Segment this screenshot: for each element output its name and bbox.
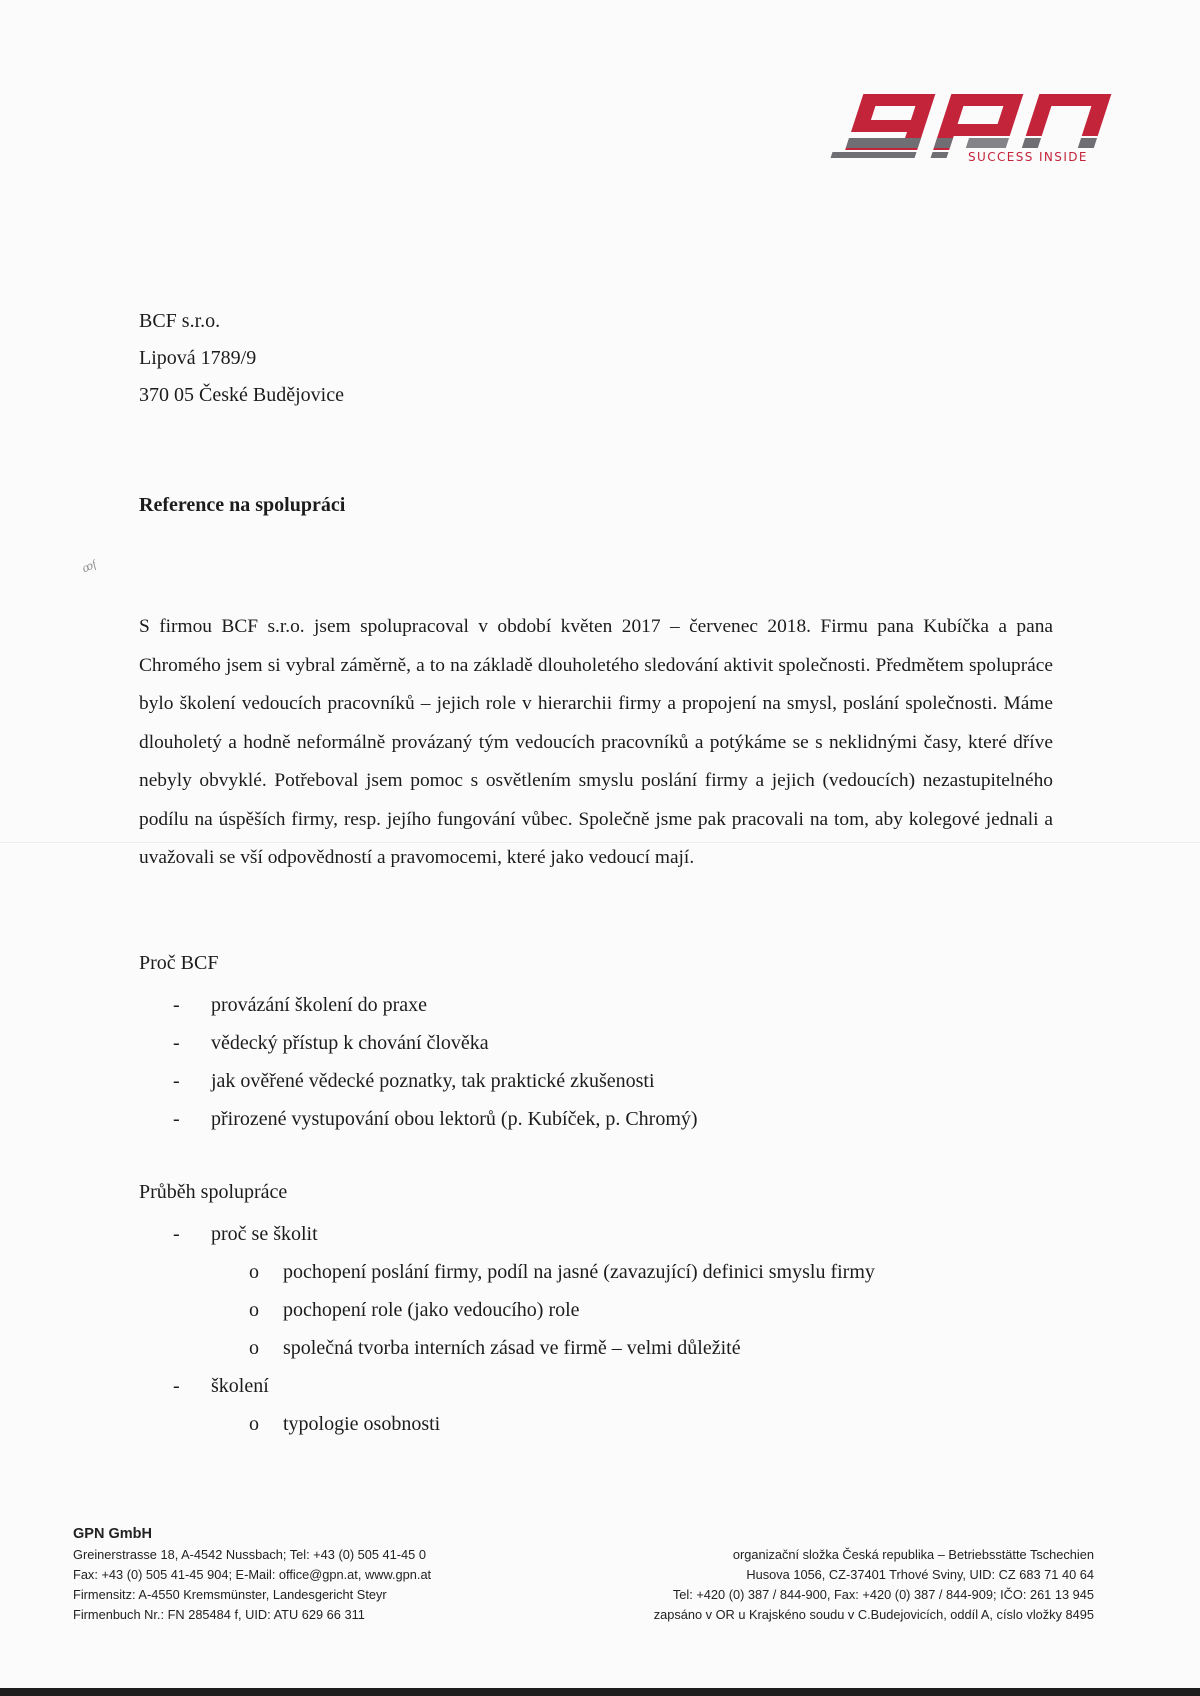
list-item: - jak ověřené vědecké poznatky, tak praktické zkušenosti	[139, 1062, 698, 1100]
why-bcf-title: Proč BCF	[139, 952, 219, 974]
circle-marker: o	[249, 1261, 259, 1283]
dash-marker: -	[173, 994, 180, 1016]
logo-tagline: SUCCESS INSIDE	[968, 150, 1088, 164]
recipient-street: Lipová 1789/9	[139, 347, 257, 369]
why-bcf-list	[139, 986, 698, 1138]
dash-marker: -	[173, 1375, 180, 1397]
list-subitem: o společná tvorba interních zásad ve firmě – velmi důležité	[139, 1329, 875, 1367]
handwritten-mark: ꝏf	[80, 558, 99, 576]
circle-marker: o	[249, 1413, 259, 1435]
progress-list	[139, 1215, 875, 1443]
gpn-logo	[828, 92, 1114, 172]
list-subitem: o pochopení poslání firmy, podíl na jasné (zavazující) definici smyslu firmy	[139, 1253, 875, 1291]
list-item: - vědecký přístup k chování člověka	[139, 1024, 698, 1062]
letter-body-paragraph: S firmou BCF s.r.o. jsem spolupracoval v období květen 2017 – červenec 2018. Firmu pana Kubíčka a pana Chromého jsem si vybral záměrně, a to na základě dlouholetého sledování aktivit společnosti. Předmětem spolupráce bylo školení vedoucích pracovníků – jejich role v hierarchii firmy a propojení na smysl, poslání společnosti. Máme dlouholetý a hodně neformálně provázaný tým vedoucích pracovníků a potýkáme se s neklidnými časy, které dříve nebyly obvyklé. Potřeboval jsem pomoc s osvětlením smyslu poslání firmy a jejich (vedoucích) nezastupitelného podílu na úspěších firmy, resp. jejího fungování vůbec. Společně jsme pak pracovali na tom, aby kolegové jednali a uvažovali se vší odpovědností a pravomocemi, které jako vedoucí mají.	[139, 616, 1053, 868]
list-item: - školení	[139, 1367, 875, 1405]
footer-right-line: zapsáno v OR u Krajskéno soudu v C.Budejovicích, oddíl A, císlo vložky 8495	[653, 1607, 1094, 1622]
circle-marker: o	[249, 1337, 259, 1359]
footer-left-line: Greinerstrasse 18, A-4542 Nussbach; Tel: +43 (0) 505 41-45 0	[73, 1547, 426, 1562]
footer-left-line: Firmensitz: A-4550 Kremsmünster, Landesgericht Steyr	[73, 1587, 387, 1602]
recipient-address	[139, 303, 344, 414]
recipient-company: BCF s.r.o.	[139, 310, 221, 332]
list-subitem: o pochopení role (jako vedoucího) role	[139, 1291, 875, 1329]
list-item: - provázání školení do praxe	[139, 986, 698, 1024]
list-item: - proč se školit	[139, 1215, 875, 1253]
footer-branch-info	[654, 1545, 1094, 1625]
footer-left-line: Fax: +43 (0) 505 41-45 904; E-Mail: office@gpn.at, www.gpn.at	[73, 1567, 432, 1582]
circle-marker: o	[249, 1299, 259, 1321]
footer-right-line: Husova 1056, CZ-37401 Trhové Sviny, UID: CZ 683 71 40 64	[746, 1567, 1094, 1582]
footer-company-name: GPN GmbH	[73, 1526, 152, 1542]
dash-marker: -	[173, 1070, 180, 1092]
dash-marker: -	[173, 1223, 180, 1245]
list-subitem: o typologie osobnosti	[139, 1405, 875, 1443]
footer-right-line: Tel: +420 (0) 387 / 844-900, Fax: +420 (0) 387 / 844-909; IČO: 261 13 945	[672, 1587, 1094, 1602]
letter-subject: Reference na spolupráci	[139, 494, 346, 516]
footer-left-line: Firmenbuch Nr.: FN 285484 f, UID: ATU 629 66 311	[73, 1607, 365, 1622]
dash-marker: -	[173, 1108, 180, 1130]
progress-title: Průběh spolupráce	[139, 1181, 288, 1203]
list-item: - přirozené vystupování obou lektorů (p. Kubíček, p. Chromý)	[139, 1100, 698, 1138]
footer-right-line: organizační složka Česká republika – Betriebsstätte Tschechien	[732, 1547, 1094, 1562]
scan-bottom-edge	[0, 1688, 1200, 1696]
dash-marker: -	[173, 1032, 180, 1054]
recipient-city: 370 05 České Budějovice	[139, 384, 344, 406]
footer-company-info	[73, 1523, 431, 1625]
